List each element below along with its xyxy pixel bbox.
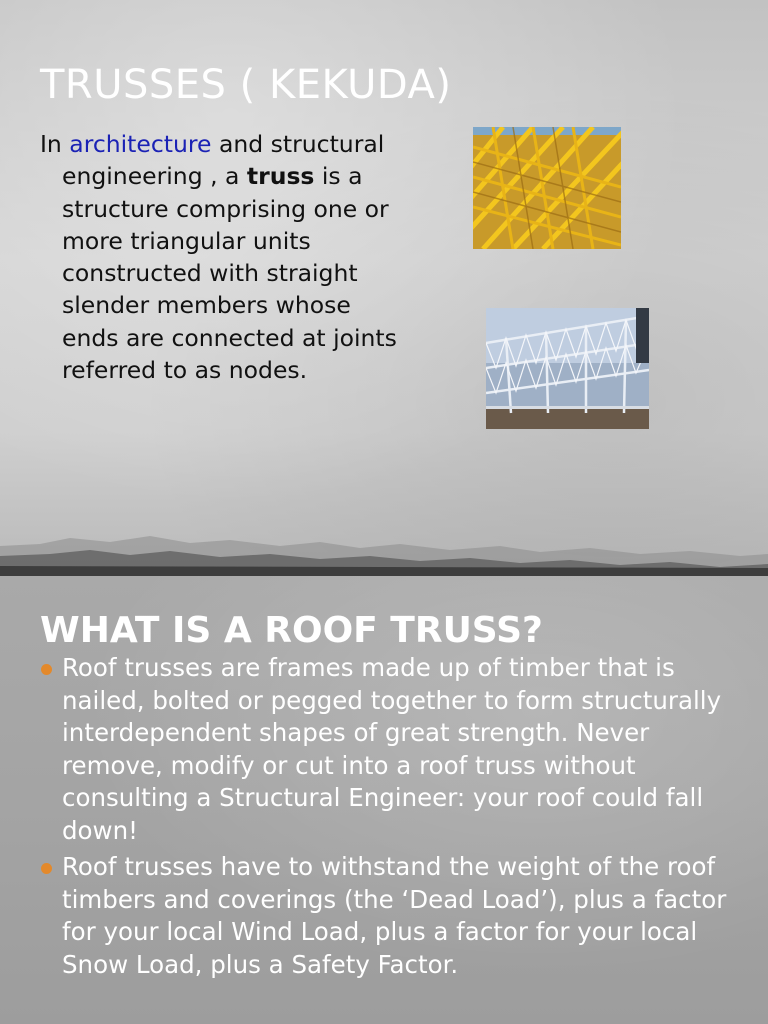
- slide-title: TRUSSES ( KEKUDA): [40, 62, 452, 108]
- bullet-list: [40, 652, 740, 985]
- bullet-text: Roof trusses have to withstand the weight of the roof timbers and coverings (the ‘Dead Load’), plus a factor for your local Wind Load, plus a factor for your local Snow Load, plus a Safety Factor.: [62, 852, 727, 979]
- timber-truss-photo: [473, 127, 621, 249]
- bullet-item: [40, 652, 740, 847]
- bullet-item: [40, 851, 740, 981]
- architecture-link[interactable]: architecture: [69, 130, 212, 158]
- slide-what-is-roof-truss: [0, 576, 768, 1024]
- bullet-dot-icon: [41, 863, 52, 874]
- truss-definition-text: [40, 128, 407, 386]
- steel-truss-photo: [486, 308, 649, 429]
- body-part-3: is a structure comprising one or more triangular units constructed with straight slender members whose ends are connected at joints referred to as nodes.: [62, 162, 397, 385]
- torn-edge-decoration: [0, 516, 768, 576]
- bullet-text: Roof trusses are frames made up of timber that is nailed, bolted or pegged together to form structurally interdependent shapes of great strength. Never remove, modify or cut into a roof truss without consulting a Structural Engineer: your roof could fall down!: [62, 653, 722, 845]
- body-part-2: and structural engineering , a: [62, 130, 385, 191]
- slide-title: WHAT IS A ROOF TRUSS?: [40, 610, 543, 651]
- bullet-dot-icon: [41, 664, 52, 675]
- truss-term: truss: [246, 162, 315, 191]
- body-prefix: In: [40, 130, 70, 158]
